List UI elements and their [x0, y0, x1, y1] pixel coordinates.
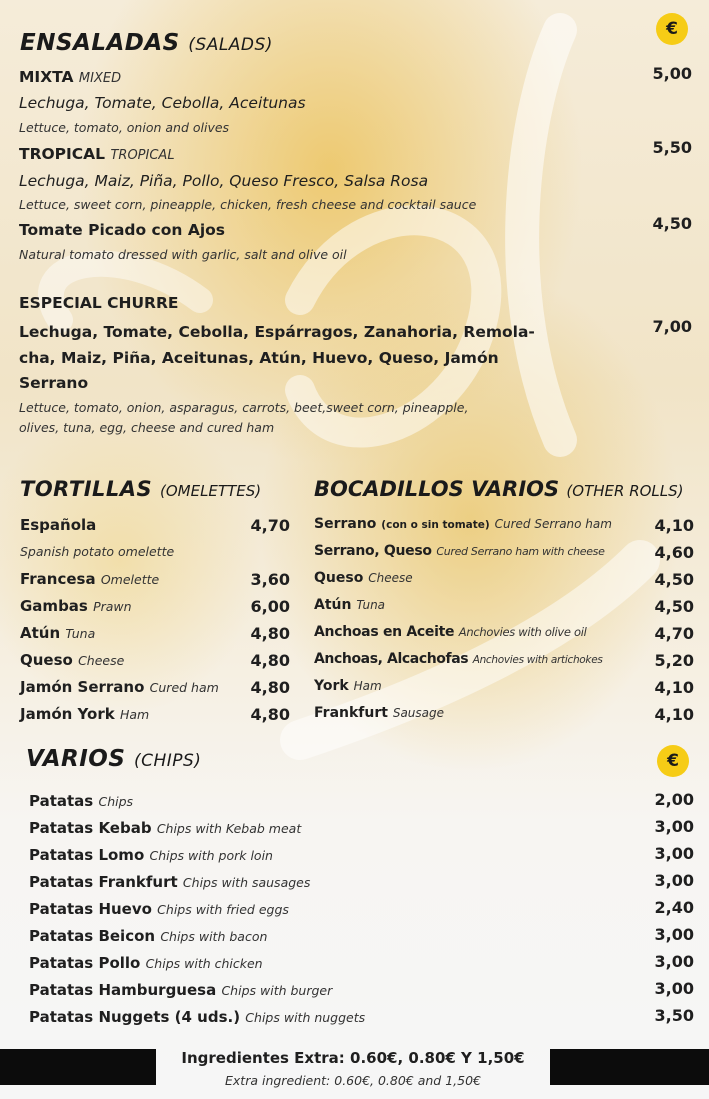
item-name: Anchoas, Alcachofas [314, 651, 469, 667]
extra-ingredients-en: Extra ingredient: 0.60€, 0.80€ and 1,50€ [225, 1073, 481, 1088]
item-name: Patatas Frankfurt [29, 873, 178, 891]
item-name: Queso [20, 651, 73, 669]
tortilla-row-price: 4,80 [250, 705, 290, 724]
ensalada-tomate-desc-en: Natural tomato dressed with garlic, salt and olive oil [19, 247, 347, 262]
item-en: Tuna [356, 598, 386, 612]
ensalada-mixta-desc-en: Lettuce, tomato, onion and olives [19, 120, 230, 135]
bocadillo-row-name [314, 624, 587, 640]
footer-bar-right [550, 1049, 709, 1085]
varios-row-price: 3,00 [654, 844, 694, 863]
tortilla-row-name [20, 651, 124, 669]
item-name: Frankfurt [314, 705, 388, 721]
item-name: Queso [314, 570, 364, 586]
ensalada-especial-price: 7,00 [652, 317, 692, 336]
item-name: Patatas Beicon [29, 927, 156, 945]
item-en: Anchovies with artichokes [472, 654, 603, 666]
bocadillo-row-price: 4,10 [654, 705, 694, 724]
bocadillo-row-name [314, 651, 603, 667]
item-en: Chips with bacon [160, 929, 268, 944]
item-en: TROPICAL [110, 148, 175, 163]
bocadillo-row-name [314, 678, 382, 694]
varios-row-name [29, 927, 267, 945]
bocadillo-row-price: 5,20 [654, 651, 694, 670]
item-en: Omelette [100, 572, 160, 587]
ensalada-especial-desc-es-2: cha, Maiz, Piña, Aceitunas, Atún, Huevo, Queso, Jamón [19, 349, 499, 367]
footer-bar-left [0, 1049, 156, 1085]
item-en: Chips with chicken [145, 956, 263, 971]
tortilla-row-name [20, 678, 219, 696]
bocadillo-row-price: 4,10 [654, 516, 694, 535]
item-en: Chips [98, 794, 134, 809]
varios-row-name [29, 873, 310, 891]
item-name: Francesa [20, 570, 96, 588]
bocadillo-row-price: 4,10 [654, 678, 694, 697]
item-note: (con o sin tomate) [381, 519, 490, 531]
item-en: Chips with Kebab meat [156, 821, 302, 836]
ensalada-mixta-name [19, 68, 121, 86]
varios-row-name [29, 954, 263, 972]
tortillas-title [20, 477, 261, 501]
varios-row-name [29, 981, 332, 999]
ensalada-especial-desc-es-1: Lechuga, Tomate, Cebolla, Espárragos, Zanahoria, Remola- [19, 323, 535, 341]
ensalada-mixta-price: 5,00 [652, 64, 692, 83]
item-name: Patatas Huevo [29, 900, 152, 918]
bocadillos-title [314, 477, 684, 501]
varios-subtitle: (CHIPS) [133, 751, 202, 771]
item-name: Gambas [20, 597, 88, 615]
ensaladas-subtitle: (SALADS) [188, 35, 273, 55]
tortilla-row-price: 4,80 [250, 624, 290, 643]
bocadillo-row-name [314, 516, 612, 532]
ensalada-especial-desc-es-3: Serrano [19, 374, 89, 392]
varios-row-name [29, 792, 133, 810]
varios-title-text: VARIOS [26, 746, 126, 772]
tortilla-row-price: 4,80 [250, 678, 290, 697]
item-en: Ham [119, 707, 150, 722]
item-en: Cured Serrano ham with cheese [436, 545, 605, 558]
item-en: Anchovies with olive oil [458, 625, 587, 639]
ensalada-especial-desc-en-1: Lettuce, tomato, onion, asparagus, carrots, beet,sweet corn, pineapple, [19, 400, 469, 415]
item-name: Serrano [314, 516, 377, 532]
varios-row-price: 3,00 [654, 925, 694, 944]
item-name: MIXTA [19, 68, 74, 86]
varios-row-name [29, 846, 273, 864]
euro-icon: € [657, 745, 689, 777]
item-name: Atún [20, 624, 61, 642]
item-name: Patatas Kebab [29, 819, 152, 837]
item-en: Cheese [368, 571, 413, 585]
tortilla-row-price: 4,80 [250, 651, 290, 670]
item-en: MIXED [78, 71, 122, 86]
varios-row-name [29, 1008, 365, 1026]
ensalada-tomate-name: Tomate Picado con Ajos [19, 221, 226, 239]
tortillas-subtitle: (OMELETTES) [160, 482, 262, 500]
tortilla-row-en: Spanish potato omelette [20, 544, 175, 559]
item-name: TROPICAL [19, 145, 106, 163]
item-en: Chips with pork loin [149, 848, 273, 863]
tortillas-title-text: TORTILLAS [20, 477, 153, 501]
item-en: Cured ham [149, 680, 219, 695]
bocadillo-row-price: 4,70 [654, 624, 694, 643]
ensalada-tropical-desc-es: Lechuga, Maiz, Piña, Pollo, Queso Fresco, Salsa Rosa [19, 172, 429, 190]
ensalada-tropical-price: 5,50 [652, 138, 692, 157]
item-en: Chips with burger [221, 983, 333, 998]
tortilla-row-name [20, 597, 132, 615]
ensalada-mixta-desc-es: Lechuga, Tomate, Cebolla, Aceitunas [19, 94, 306, 112]
tortilla-row-name: Española [20, 516, 97, 534]
item-name: York [314, 678, 349, 694]
ensaladas-title-text: ENSALADAS [20, 30, 180, 56]
item-en: Tuna [65, 626, 96, 641]
varios-row-price: 2,00 [654, 790, 694, 809]
bocadillo-row-name [314, 570, 413, 586]
varios-row-price: 3,00 [654, 979, 694, 998]
tortilla-row-price: 3,60 [250, 570, 290, 589]
varios-row-price: 2,40 [654, 898, 694, 917]
ensalada-tropical-name [19, 145, 175, 163]
item-name: Jamón Serrano [20, 678, 145, 696]
item-name: Atún [314, 597, 352, 613]
tortilla-row-price: 4,70 [250, 516, 290, 535]
ensalada-especial-name: ESPECIAL CHURRE [19, 294, 179, 312]
item-en: Chips with sausages [182, 875, 311, 890]
item-en: Cured Serrano ham [494, 517, 612, 531]
item-name: Patatas Pollo [29, 954, 141, 972]
varios-row-price: 3,00 [654, 952, 694, 971]
item-en: Cheese [78, 653, 125, 668]
varios-row-name [29, 900, 289, 918]
bocadillo-row-name [314, 543, 605, 559]
ensalada-tomate-price: 4,50 [652, 214, 692, 233]
bocadillo-row-name [314, 705, 444, 721]
bocadillos-subtitle: (OTHER ROLLS) [566, 482, 684, 500]
item-en: Prawn [93, 599, 132, 614]
item-name: Anchoas en Aceite [314, 624, 455, 640]
item-name: Patatas Nuggets (4 uds.) [29, 1008, 241, 1026]
tortilla-row-name [20, 624, 95, 642]
varios-title [26, 746, 201, 772]
bocadillo-row-price: 4,50 [654, 597, 694, 616]
ensaladas-title [20, 30, 273, 56]
varios-row-price: 3,00 [654, 817, 694, 836]
varios-row-name [29, 819, 301, 837]
item-name: Jamón York [20, 705, 115, 723]
item-name: Serrano, Queso [314, 543, 432, 559]
ensalada-tropical-desc-en: Lettuce, sweet corn, pineapple, chicken, fresh cheese and cocktail sauce [19, 197, 477, 212]
item-en: Ham [353, 679, 382, 693]
varios-row-price: 3,50 [654, 1006, 694, 1025]
item-name: Patatas Hamburguesa [29, 981, 217, 999]
bocadillo-row-price: 4,60 [654, 543, 694, 562]
euro-icon: € [656, 13, 688, 45]
item-en: Sausage [392, 706, 445, 720]
bocadillos-title-text: BOCADILLOS VARIOS [314, 477, 560, 501]
item-en: Chips with nuggets [245, 1010, 366, 1025]
tortilla-row-price: 6,00 [250, 597, 290, 616]
item-name: Patatas Lomo [29, 846, 145, 864]
tortilla-row-name [20, 570, 159, 588]
tortilla-row-name [20, 705, 149, 723]
bocadillo-row-price: 4,50 [654, 570, 694, 589]
bocadillo-row-name [314, 597, 385, 613]
ensalada-especial-desc-en-2: olives, tuna, egg, cheese and cured ham [19, 420, 275, 435]
varios-row-price: 3,00 [654, 871, 694, 890]
item-en: Chips with fried eggs [157, 902, 289, 917]
extra-ingredients-es: Ingredientes Extra: 0.60€, 0.80€ Y 1,50€ [181, 1049, 525, 1067]
item-name: Patatas [29, 792, 94, 810]
